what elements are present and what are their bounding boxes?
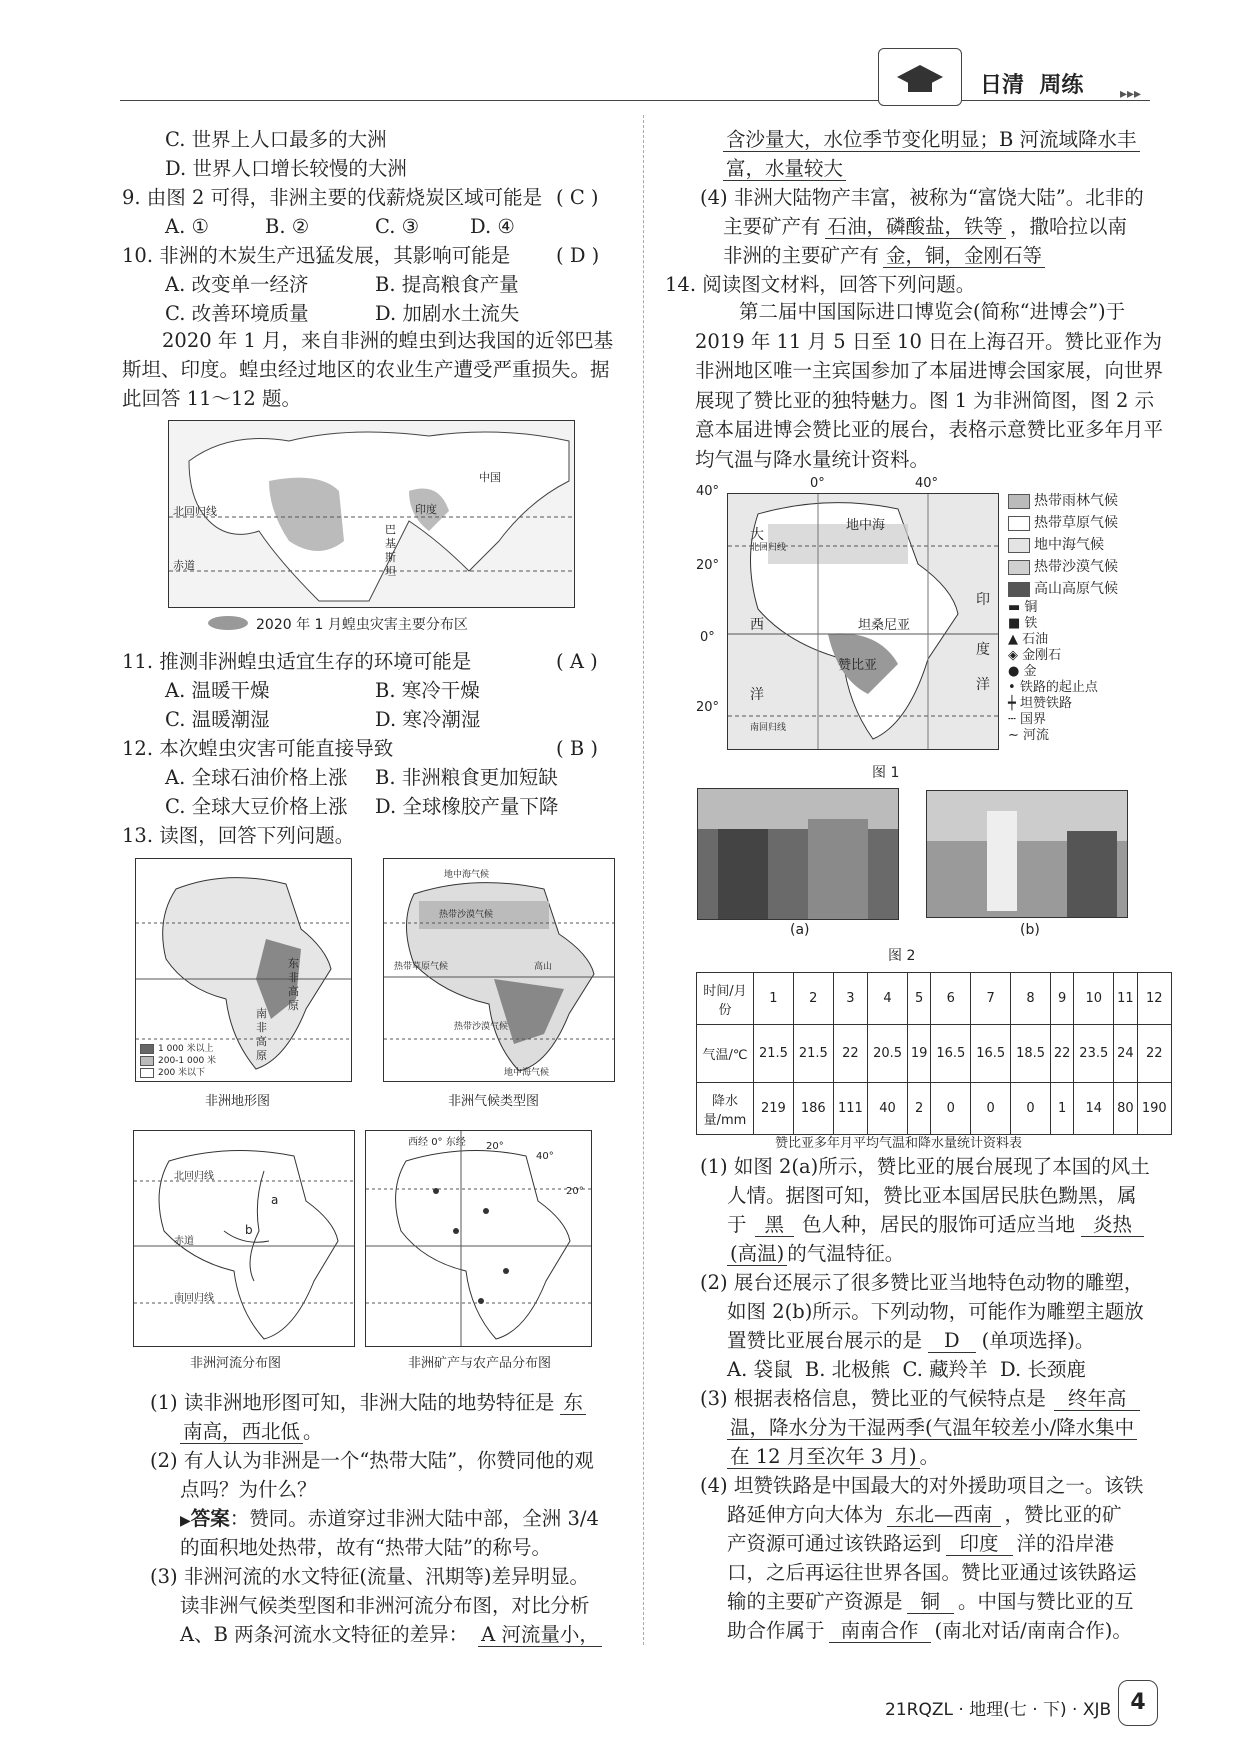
locust-map bbox=[168, 420, 575, 608]
railway-icon: ┿ bbox=[1008, 696, 1020, 711]
q14-1-line4: (高温) 的气温特征。 bbox=[727, 1239, 904, 1268]
legend-item: 热带沙漠气候 bbox=[1008, 556, 1118, 578]
q13-3-stem-2: 读非洲气候类型图和非洲河流分布图，对比分析 bbox=[180, 1594, 590, 1617]
rain-cell: 219 bbox=[754, 1083, 794, 1135]
q13-3-stem-3: A、B 两条河流水文特征的差异： A 河流量小， bbox=[180, 1620, 602, 1649]
q14-2-line2: 如图 2(b)所示。下列动物，可能作为雕塑主题放 bbox=[727, 1300, 1144, 1323]
terrain-label-g: 高 bbox=[288, 985, 299, 998]
month-cell: 4 bbox=[868, 973, 908, 1025]
q14-3-line2: 温，降水分为干湿两季(气温年较差小/降水集中 bbox=[727, 1413, 1137, 1442]
climate-map-caption: 非洲气候类型图 bbox=[448, 1094, 540, 1109]
temp-cell: 24 bbox=[1114, 1025, 1137, 1083]
q14-4-line5: 输的主要矿产资源是 铜 。中国与赞比亚的互 bbox=[727, 1590, 1134, 1613]
mineral-label-west: 西经 0° 东经 bbox=[408, 1137, 466, 1148]
legend-item: • 铁路的起止点 bbox=[1008, 680, 1098, 695]
climate-label-desert2: 热带沙漠气候 bbox=[454, 1022, 509, 1032]
q14-stem: 14. 阅读图文材料，回答下列问题。 bbox=[665, 273, 976, 296]
legend-item: 高山高原气候 bbox=[1008, 578, 1118, 600]
legend-item: ■ 铁 bbox=[1008, 616, 1038, 631]
q13-4-stem-1: (4) 非洲大陆物产丰富，被称为“富饶大陆”。北非的 bbox=[700, 186, 1144, 209]
q10-stem: 10. 非洲的木炭生产迅猛发展，其影响可能是 bbox=[122, 244, 511, 267]
q14-3-line3: 在 12 月至次年 3 月) 。 bbox=[727, 1442, 939, 1471]
fig1-label-du: 度 bbox=[976, 642, 990, 658]
legend-item: ┄ 国界 bbox=[1008, 712, 1046, 727]
gold-icon: ● bbox=[1008, 664, 1024, 679]
terrain-map-caption: 非洲地形图 bbox=[205, 1094, 271, 1109]
q10-opt-c: C. 改善环境质量 bbox=[165, 302, 309, 325]
rain-cell: 14 bbox=[1074, 1083, 1114, 1135]
river-label-equator: 赤道 bbox=[174, 1236, 194, 1247]
month-cell: 11 bbox=[1114, 973, 1137, 1025]
fig1-lon-40: 40° bbox=[915, 476, 939, 491]
mineral-map bbox=[365, 1130, 592, 1347]
q13-stem: 13. 读图，回答下列问题。 bbox=[122, 824, 355, 847]
q13-2-stem-2: 点吗？为什么？ bbox=[180, 1478, 317, 1501]
q8-option-c: C. 世界上人口最多的大洲 bbox=[165, 128, 387, 151]
river-map bbox=[133, 1130, 355, 1347]
q9-stem: 9. 由图 2 可得，非洲主要的伐薪烧炭区域可能是 bbox=[122, 186, 543, 209]
q12-opt-b: B. 非洲粮食更加短缺 bbox=[375, 766, 558, 789]
temp-cell: 16.5 bbox=[931, 1025, 971, 1083]
figure2a-caption: (a) bbox=[790, 922, 810, 938]
mineral-map-caption: 非洲矿产与农产品分布图 bbox=[408, 1356, 552, 1371]
legend-item: ● 金 bbox=[1008, 664, 1037, 679]
locust-map-caption: 2020 年 1 月蝗虫灾害主要分布区 bbox=[256, 617, 468, 633]
rail-endpoint-icon: • bbox=[1008, 680, 1020, 695]
fig1-label-zambia: 赞比亚 bbox=[838, 658, 878, 673]
temp-cell: 19 bbox=[908, 1025, 931, 1083]
climate-label-med2: 地中海气候 bbox=[504, 1068, 550, 1078]
fig1-label-nhg: 北回归线 bbox=[750, 543, 787, 553]
figure2b-photo bbox=[926, 790, 1128, 918]
q9-opt-a: A. ① bbox=[165, 215, 209, 238]
iron-icon: ■ bbox=[1008, 616, 1025, 631]
q13-1-stem: (1) 读非洲地形图可知，非洲大陆的地势特征是 东 bbox=[150, 1388, 586, 1417]
q14-3-line1: (3) 根据表格信息，赞比亚的气候特点是 终年高 bbox=[700, 1384, 1140, 1413]
terrain-label-s3: 高 bbox=[256, 1035, 267, 1048]
temp-cell: 16.5 bbox=[971, 1025, 1011, 1083]
figure2a-photo bbox=[697, 788, 899, 920]
figure1-caption: 图 1 bbox=[872, 765, 900, 781]
temp-cell: 21.5 bbox=[793, 1025, 833, 1083]
q12-stem: 12. 本次蝗虫灾害可能直接导致 bbox=[122, 737, 394, 760]
river-label-tropic: 北回归线 bbox=[174, 1171, 214, 1182]
q13-2-answer-1: ▶答案：赞同。赤道穿过非洲大陆中部，全洲 3/4 bbox=[180, 1507, 599, 1530]
q8-option-d: D. 世界人口增长较慢的大洲 bbox=[165, 157, 407, 180]
graduation-cap-icon bbox=[879, 49, 961, 105]
rain-cell: 1 bbox=[1050, 1083, 1073, 1135]
q14-2-line3: 置赞比亚展台展示的是 D (单项选择)。 bbox=[727, 1329, 1095, 1352]
river-label-a: a bbox=[271, 1193, 279, 1207]
terrain-label-h: 原 bbox=[288, 999, 299, 1012]
map-label-india: 印度 bbox=[415, 503, 437, 516]
q11-stem: 11. 推测非洲蝗虫适宜生存的环境可能是 bbox=[122, 650, 472, 673]
legend-item: 地中海气候 bbox=[1008, 534, 1118, 556]
fig1-lat-s20: 20° bbox=[696, 700, 720, 715]
fig1-lat-20: 20° bbox=[696, 558, 720, 573]
mineral-label-20b: 20° bbox=[566, 1186, 584, 1197]
q14-1-line3: 于 黑 色人种，居民的服饰可适应当地 炎热 bbox=[727, 1210, 1144, 1239]
river-map-caption: 非洲河流分布图 bbox=[190, 1356, 282, 1371]
q14-2-options: A. 袋鼠 B. 北极熊 C. 藏羚羊 D. 长颈鹿 bbox=[727, 1358, 1086, 1381]
fig1-legend bbox=[1008, 490, 1118, 744]
q12-opt-c: C. 全球大豆价格上涨 bbox=[165, 795, 348, 818]
month-cell: 5 bbox=[908, 973, 931, 1025]
q14-4-line3: 产资源可通过该铁路运到 印度 洋的沿岸港 bbox=[727, 1532, 1115, 1555]
q14-4-line6: 助合作属于 南南合作 (南北对话/南南合作)。 bbox=[727, 1619, 1132, 1642]
oil-icon: ▲ bbox=[1008, 632, 1023, 647]
border-icon: ┄ bbox=[1008, 712, 1020, 727]
mineral-label-20: 20° bbox=[486, 1141, 504, 1152]
q13-1-answer-cont: 南高，西北低 。 bbox=[180, 1417, 323, 1446]
figure1-map bbox=[727, 493, 999, 750]
fig1-lat-40: 40° bbox=[696, 484, 720, 499]
terrain-label-f: 非 bbox=[288, 971, 299, 984]
header-line bbox=[120, 100, 1150, 101]
locust-intro: 2020 年 1 月，来自非洲的蝗虫到达我国的近邻巴基斯坦、印度。蝗虫经过地区的农业生产遭受严重损失。据此回答 11～12 题。 bbox=[122, 329, 614, 410]
q14-paragraph: 第二届中国国际进口博览会(简称“进博会”)于 2019 年 11 月 5 日至 10 日在上海召开。赞比亚作为非洲地区唯一主宾国参加了本届进博会国家展，向世界展现了赞比亚的独特魅力。图 1 为非洲简图，图 2 示意本届进博会赞比亚的展台，表格示意赞比亚多年月平均气温与降水量统计资料。 bbox=[695, 300, 1164, 471]
fig1-label-xi: 西 bbox=[750, 617, 764, 633]
fig1-label-da: 大 bbox=[750, 527, 764, 543]
q9-opt-d: D. ④ bbox=[470, 215, 515, 238]
table-header-rain: 降水量/mm bbox=[697, 1083, 754, 1135]
climate-label-highland: 高山 bbox=[534, 962, 553, 972]
q13-4-stem-3: 非洲的主要矿产有 金，铜，金刚石等 bbox=[723, 241, 1045, 270]
q13-3-answer-cont-1: 含沙量大，水位季节变化明显；B 河流域降水丰 bbox=[723, 125, 1140, 154]
fig1-label-tanzania: 坦桑尼亚 bbox=[858, 618, 911, 633]
rain-cell: 2 bbox=[908, 1083, 931, 1135]
map-label-equator: 赤道 bbox=[173, 559, 195, 572]
temp-cell: 22 bbox=[1137, 1025, 1171, 1083]
figure2-caption: 图 2 bbox=[888, 948, 916, 964]
table-caption: 赞比亚多年月平均气温和降水量统计资料表 bbox=[775, 1136, 1023, 1151]
fig1-label-mediterranean: 地中海 bbox=[846, 518, 886, 533]
fig1-label-yang: 洋 bbox=[750, 687, 764, 703]
q14-2-line1: (2) 展台还展示了很多赞比亚当地特色动物的雕塑， bbox=[700, 1271, 1144, 1294]
temp-cell: 20.5 bbox=[868, 1025, 908, 1083]
q14-4-line2: 路延伸方向大体为 东北—西南 ，赞比亚的矿 bbox=[727, 1503, 1122, 1526]
fig1-label-yin: 印 bbox=[976, 592, 990, 608]
fig1-lon-0: 0° bbox=[810, 476, 825, 491]
month-cell: 7 bbox=[971, 973, 1011, 1025]
month-cell: 2 bbox=[793, 973, 833, 1025]
q13-3-stem-1: (3) 非洲河流的水文特征(流量、汛期等)差异明显。 bbox=[150, 1565, 590, 1588]
map-label-tropic: 北回归线 bbox=[173, 505, 217, 518]
q11-opt-b: B. 寒冷干燥 bbox=[375, 679, 480, 702]
q9-answer: ( C ) bbox=[556, 186, 599, 209]
map-label-pakistan: 巴基斯坦 bbox=[385, 523, 396, 578]
legend-item: 热带雨林气候 bbox=[1008, 490, 1118, 512]
q11-answer: ( A ) bbox=[556, 650, 598, 673]
rain-cell: 186 bbox=[793, 1083, 833, 1135]
answer-icon: ▶ bbox=[180, 1513, 191, 1529]
fig1-lat-0: 0° bbox=[700, 630, 715, 645]
climate-table bbox=[696, 972, 1172, 1135]
locust-legend-swatch bbox=[208, 616, 248, 630]
q10-opt-b: B. 提高粮食产量 bbox=[375, 273, 519, 296]
footer-page-number: 4 bbox=[1118, 1680, 1158, 1726]
q14-1-line2: 人情。据图可知，赞比亚本国居民肤色黝黑，属 bbox=[727, 1184, 1137, 1207]
month-cell: 8 bbox=[1011, 973, 1051, 1025]
legend-item: ▬ 铜 bbox=[1008, 600, 1038, 615]
terrain-legend-3: 200 米以下 bbox=[140, 1065, 205, 1078]
legend-item: ▲ 石油 bbox=[1008, 632, 1049, 647]
terrain-label-s2: 非 bbox=[256, 1021, 267, 1034]
terrain-label-s4: 原 bbox=[256, 1049, 267, 1062]
diamond-icon: ◈ bbox=[1008, 648, 1023, 663]
q10-answer: ( D ) bbox=[556, 244, 600, 267]
terrain-label-s1: 南 bbox=[256, 1007, 267, 1020]
mineral-label-40: 40° bbox=[536, 1151, 554, 1162]
q10-opt-d: D. 加剧水土流失 bbox=[375, 302, 520, 325]
rain-cell: 40 bbox=[868, 1083, 908, 1135]
temp-cell: 21.5 bbox=[754, 1025, 794, 1083]
legend-item: ┿ 坦赞铁路 bbox=[1008, 696, 1072, 711]
temp-cell: 18.5 bbox=[1011, 1025, 1051, 1083]
month-cell: 3 bbox=[833, 973, 867, 1025]
rain-cell: 111 bbox=[833, 1083, 867, 1135]
climate-label-desert: 热带沙漠气候 bbox=[439, 910, 494, 920]
terrain-label-e: 东 bbox=[288, 957, 299, 970]
rain-cell: 0 bbox=[931, 1083, 971, 1135]
q14-4-line4: 口，之后再运往世界各国。赞比亚通过该铁路运 bbox=[727, 1561, 1137, 1584]
terrain-legend-2: 200-1 000 米 bbox=[140, 1053, 216, 1066]
rain-cell: 80 bbox=[1114, 1083, 1137, 1135]
figure2b-caption: (b) bbox=[1020, 922, 1040, 938]
q13-2-answer-2: 的面积地处热带，故有“热带大陆”的称号。 bbox=[180, 1536, 551, 1559]
q13-3-answer-cont-2: 富，水量较大 bbox=[723, 154, 846, 183]
footer-code: 21RQZL · 地理(七 · 下) · XJB bbox=[885, 1700, 1112, 1720]
temp-cell: 22 bbox=[833, 1025, 867, 1083]
q11-opt-a: A. 温暖干燥 bbox=[165, 679, 270, 702]
q14-4-line1: (4) 坦赞铁路是中国最大的对外援助项目之一。该铁 bbox=[700, 1474, 1144, 1497]
climate-label-savanna: 热带草原气候 bbox=[394, 962, 449, 972]
q10-opt-a: A. 改变单一经济 bbox=[165, 273, 309, 296]
month-cell: 9 bbox=[1050, 973, 1073, 1025]
river-label-b: b bbox=[245, 1223, 253, 1237]
q9-opt-b: B. ② bbox=[265, 215, 310, 238]
header-logo bbox=[878, 48, 962, 106]
legend-item: 热带草原气候 bbox=[1008, 512, 1118, 534]
legend-item: ◈ 金刚石 bbox=[1008, 648, 1062, 663]
month-cell: 1 bbox=[754, 973, 794, 1025]
map-label-china: 中国 bbox=[479, 471, 501, 484]
header-arrows: ▸▸▸ bbox=[1120, 86, 1142, 102]
rain-cell: 0 bbox=[1011, 1083, 1051, 1135]
fig1-label-yang2: 洋 bbox=[976, 677, 990, 693]
river-icon: ∼ bbox=[1008, 728, 1024, 743]
month-cell: 12 bbox=[1137, 973, 1171, 1025]
temp-cell: 22 bbox=[1050, 1025, 1073, 1083]
q13-4-stem-2: 主要矿产有 石油，磷酸盐，铁等 ，撒哈拉以南 bbox=[723, 215, 1128, 238]
terrain-map bbox=[135, 858, 352, 1082]
terrain-legend-1: 1 000 米以上 bbox=[140, 1041, 214, 1054]
rain-cell: 190 bbox=[1137, 1083, 1171, 1135]
copper-icon: ▬ bbox=[1008, 600, 1025, 615]
column-divider bbox=[643, 115, 644, 1645]
river-label-capricorn: 南回归线 bbox=[174, 1293, 214, 1304]
q11-opt-c: C. 温暖潮湿 bbox=[165, 708, 270, 731]
q13-2-stem-1: (2) 有人认为非洲是一个“热带大陆”，你赞同他的观 bbox=[150, 1449, 594, 1472]
q14-1-line1: (1) 如图 2(a)所示，赞比亚的展台展现了本国的风土 bbox=[700, 1155, 1150, 1178]
month-cell: 10 bbox=[1074, 973, 1114, 1025]
fig1-label-shg: 南回归线 bbox=[750, 723, 787, 733]
climate-map bbox=[383, 858, 615, 1082]
legend-item: ∼ 河流 bbox=[1008, 728, 1050, 743]
q12-opt-a: A. 全球石油价格上涨 bbox=[165, 766, 348, 789]
table-header-month: 时间/月份 bbox=[697, 973, 754, 1025]
header-title: 日清 周练 bbox=[980, 73, 1084, 98]
climate-label-med: 地中海气候 bbox=[444, 870, 490, 880]
rain-cell: 0 bbox=[971, 1083, 1011, 1135]
temp-cell: 23.5 bbox=[1074, 1025, 1114, 1083]
q9-opt-c: C. ③ bbox=[375, 215, 420, 238]
q12-answer: ( B ) bbox=[556, 737, 598, 760]
month-cell: 6 bbox=[931, 973, 971, 1025]
q11-opt-d: D. 寒冷潮湿 bbox=[375, 708, 481, 731]
q12-opt-d: D. 全球橡胶产量下降 bbox=[375, 795, 559, 818]
table-header-temp: 气温/℃ bbox=[697, 1025, 754, 1083]
